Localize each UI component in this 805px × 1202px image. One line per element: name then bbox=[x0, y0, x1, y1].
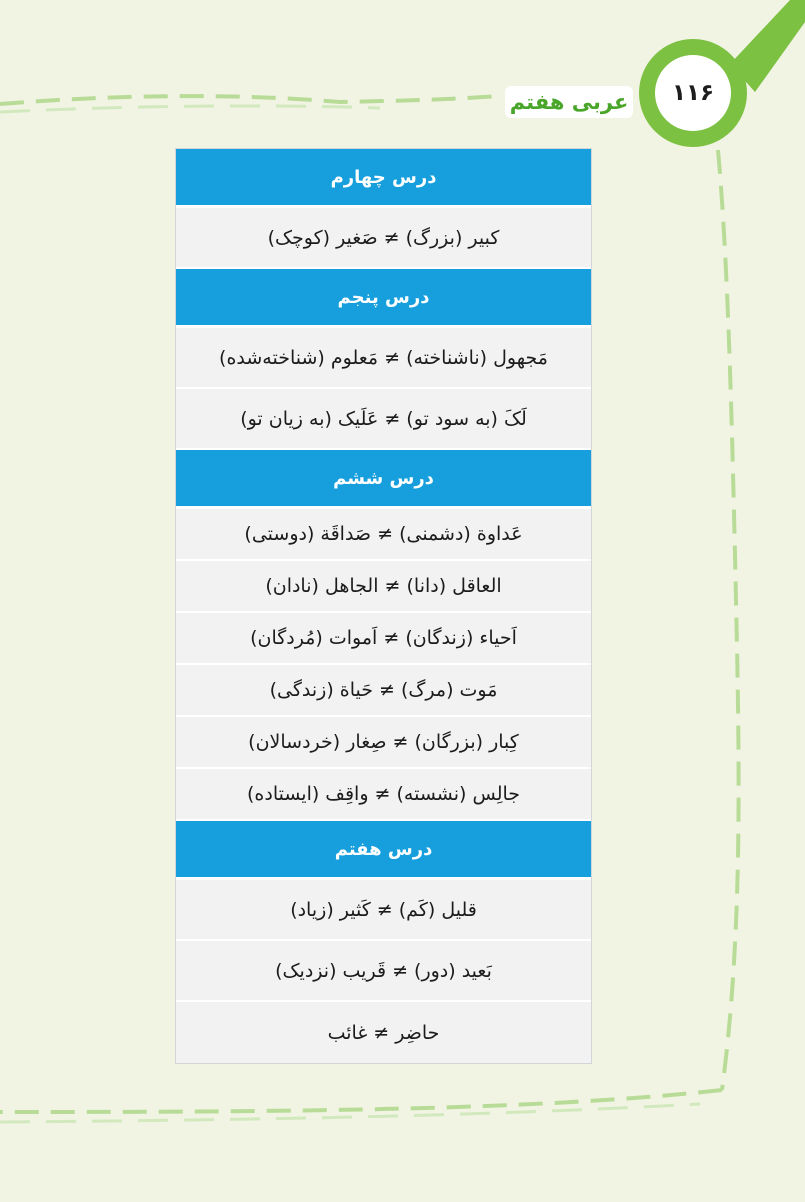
lesson-header: درس چهارم bbox=[176, 149, 591, 208]
antonym-row: کِبار (بزرگان) ≠ صِغار (خردسالان) bbox=[176, 717, 591, 769]
antonym-row: لَکَ (به سود تو) ≠ عَلَیک (به زیان تو) bbox=[176, 389, 591, 450]
antonym-row: بَعید (دور) ≠ قَریب (نزدیک) bbox=[176, 941, 591, 1002]
antonym-row: حاضِر ≠ غائب bbox=[176, 1002, 591, 1063]
antonyms-table bbox=[175, 148, 592, 1064]
antonym-row: جالِس (نشسته) ≠ واقِف (ایستاده) bbox=[176, 769, 591, 821]
lesson-header: درس پنجم bbox=[176, 269, 591, 328]
page-number: ۱۱۶ bbox=[671, 80, 715, 106]
book-title: عربی هفتم bbox=[509, 90, 629, 114]
antonym-row: مَجهول (ناشناخته) ≠ مَعلوم (شناخته‌شده) bbox=[176, 328, 591, 389]
antonym-row: اَحیاء (زندگان) ≠ اَموات (مُردگان) bbox=[176, 613, 591, 665]
antonym-row: العاقل (دانا) ≠ الجاهل (نادان) bbox=[176, 561, 591, 613]
antonym-row: مَوت (مرگ) ≠ حَیاة (زندگی) bbox=[176, 665, 591, 717]
antonym-row: عَداوة (دشمنی) ≠ صَداقَة (دوستی) bbox=[176, 509, 591, 561]
antonym-row: قلیل (کَم) ≠ کَثیر (زیاد) bbox=[176, 880, 591, 941]
lesson-header: درس هفتم bbox=[176, 821, 591, 880]
lesson-header: درس ششم bbox=[176, 450, 591, 509]
antonym-row: کبیر (بزرگ) ≠ صَغیر (کوچک) bbox=[176, 208, 591, 269]
